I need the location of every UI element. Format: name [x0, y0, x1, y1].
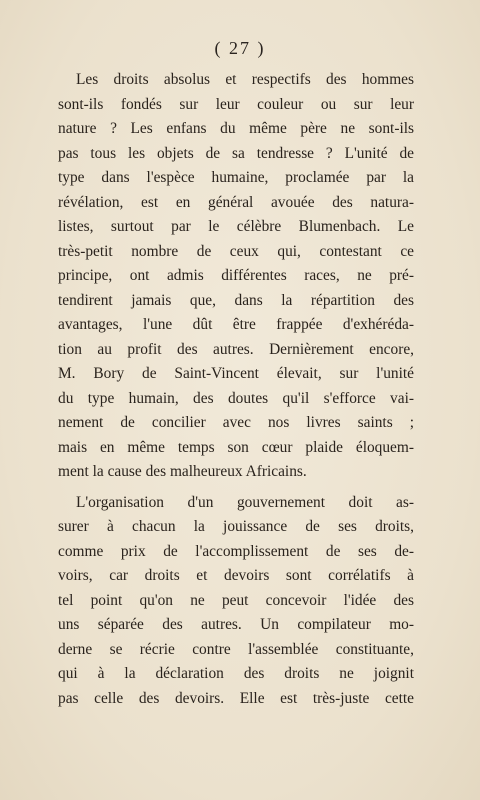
text-line: type dans l'espèce humaine, proclamée par la	[58, 169, 414, 186]
text-line: comme prix de l'accomplissement de ses de-	[58, 542, 414, 560]
text-line: tel point qu'on ne peut concevoir l'idée des	[58, 591, 414, 609]
text-line: pas tous les objets de sa tendresse ? L'unité de	[58, 144, 414, 162]
text-line: très-petit nombre de ceux qui, contestant ce	[58, 242, 414, 260]
page-number: ( 27 )	[214, 38, 266, 58]
text-line: principe, ont admis différentes races, ne pré-	[58, 267, 414, 284]
text-line: ment la cause des malheureux Africains.	[58, 463, 307, 480]
text-line: sont-ils fondés sur leur couleur ou sur leur	[58, 95, 414, 113]
paragraph-1	[58, 68, 414, 485]
text-line: voirs, car droits et devoirs sont corrélatifs à	[58, 567, 414, 584]
text-line: listes, surtout par le célèbre Blumenbach. Le	[58, 218, 414, 235]
text-line: tendirent jamais que, dans la répartition des	[58, 291, 414, 309]
body-text	[58, 68, 414, 711]
text-line: pas celle des devoirs. Elle est très-juste cette	[58, 689, 414, 707]
text-line: derne se récrie contre l'assemblée constituante,	[58, 640, 414, 658]
text-line: L'organisation d'un gouvernement doit as-	[76, 493, 414, 511]
text-line: surer à chacun la jouissance de ses droits,	[58, 518, 414, 535]
text-line: tion au profit des autres. Dernièrement encore,	[58, 340, 414, 358]
text-line: qui à la déclaration des droits ne joignit	[58, 665, 414, 682]
text-line: du type humain, des doutes qu'il s'efforce vai-	[58, 389, 414, 407]
text-line: Les droits absolus et respectifs des hommes	[76, 71, 414, 88]
text-line: révélation, est en général avouée des natura-	[58, 193, 414, 211]
text-line: uns séparée des autres. Un compilateur mo-	[58, 616, 414, 633]
text-line: nement de concilier avec nos livres saints ;	[58, 414, 414, 431]
text-line: nature ? Les enfans du même père ne sont-ils	[58, 120, 414, 137]
text-line: mais en même temps son cœur plaide éloquem-	[58, 438, 414, 456]
text-line: avantages, l'une dût être frappée d'exhéréda-	[58, 316, 414, 333]
text-line: M. Bory de Saint-Vincent élevait, sur l'unité	[58, 365, 414, 382]
paragraph-2	[58, 491, 414, 712]
